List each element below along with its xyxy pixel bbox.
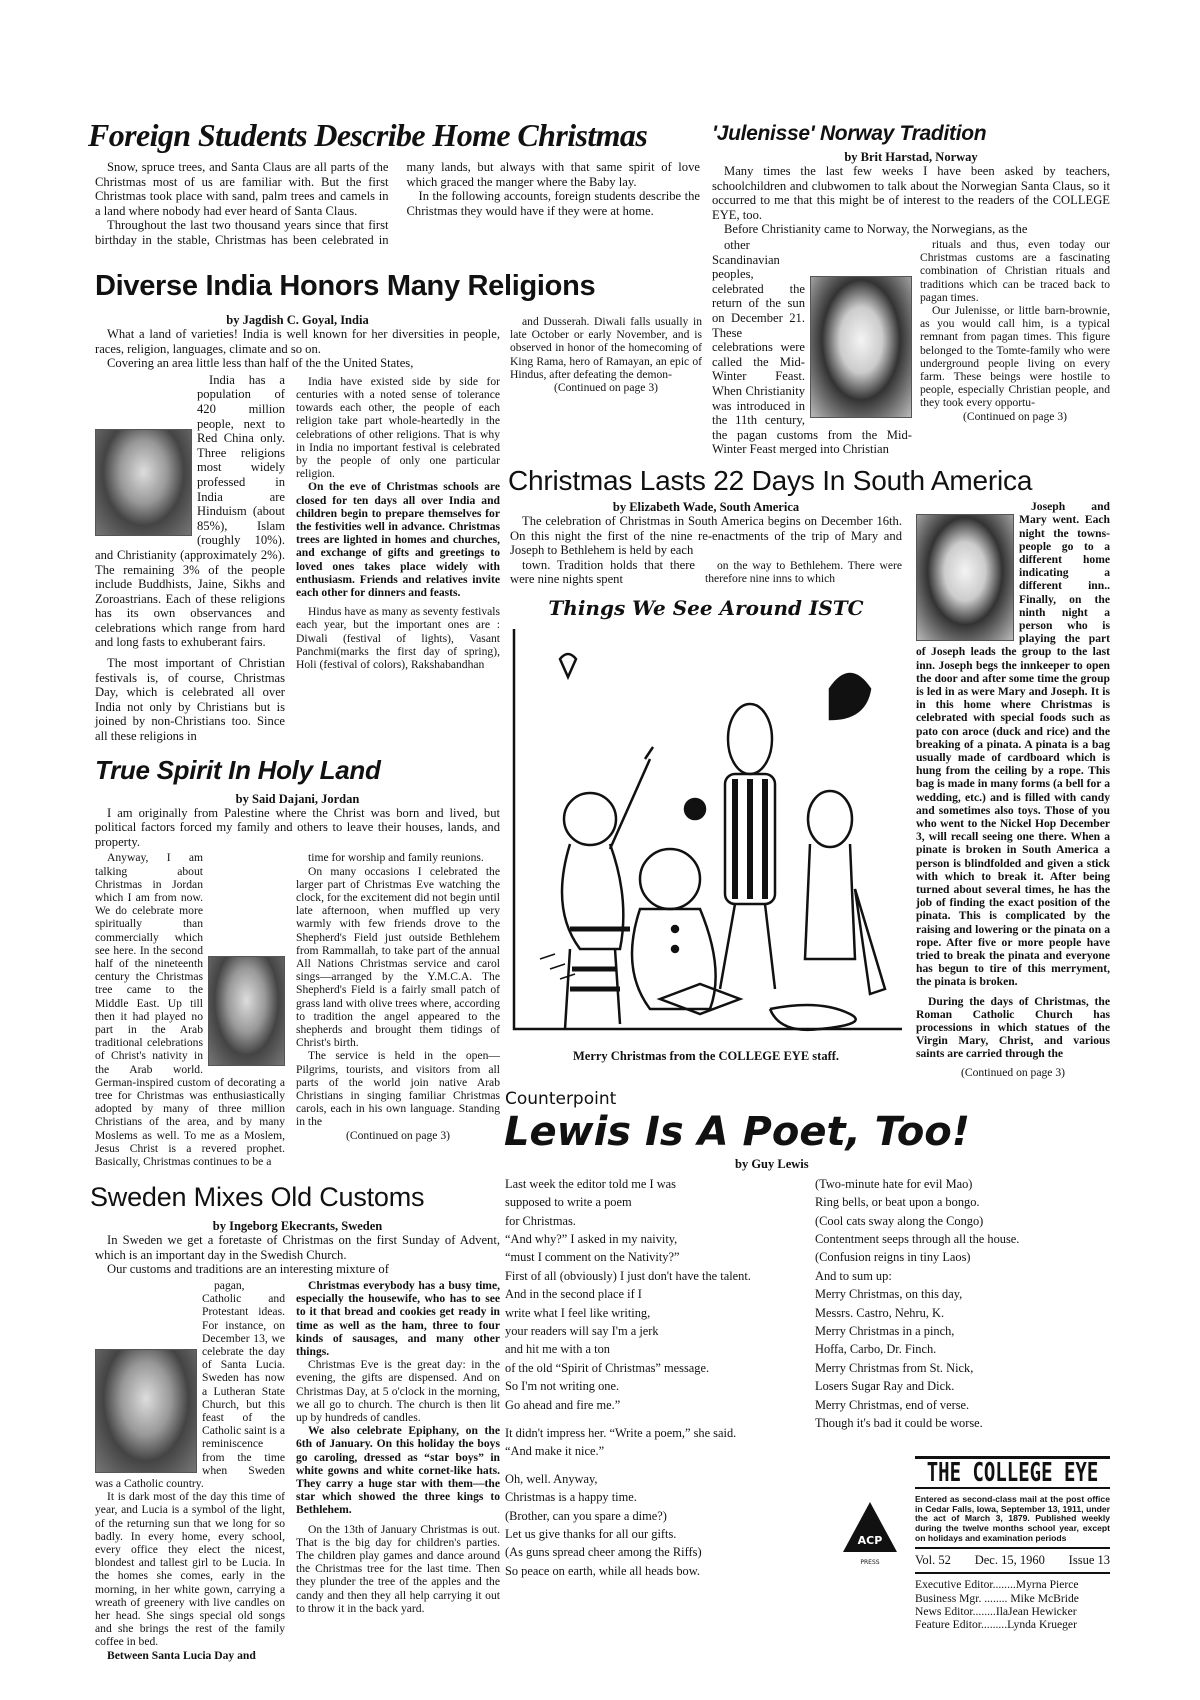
- byline-holy-land: by Said Dajani, Jordan: [235, 791, 360, 806]
- paragraph: It is dark most of the day this time of year, and Lucia is a symbol of the light, of the returning sun that we long for so badly. In every home, every school, every office they elect the nicest, blondest and tallest girl to be Lucia. In the homes she comes, early in the morning, in her white gown, carrying a wreath of greenery with live candles on her head. She sings special old songs and she brings the rest of the family coffee in bed.: [95, 1490, 285, 1649]
- paragraph: India have existed side by side for centuries with a noted sense of tolerance towards each other, the people of each religion take part whole-heartedly in the celebrations of other religions. That is why in India no important festival is celebrated by the people of only one particular religion.: [296, 374, 500, 481]
- paragraph: pagan, Catholic and Protestant ideas. For instance, on December 13, we celebrate the day of Santa Lucia. Sweden has now a Lutheran State Church, but this feast of the Catholic saint is a reminiscence from the time when Sweden was a Catholic country.: [95, 1279, 285, 1491]
- poem-col1: [505, 1177, 805, 1582]
- photo-elizabeth-wade: [916, 514, 1014, 641]
- paragraph: Many times the last few weeks I have been asked by teachers, schoolchildren and clubwomen to talk about the Norwegian Santa Claus, so it occurred to me that this might be of interest to the readers of the COLLEGE EYE, too.: [712, 164, 1110, 222]
- holy-land-col1: [95, 851, 285, 1168]
- foreign-students-intro: [95, 160, 700, 248]
- headline-sweden: Sweden Mixes Old Customs: [90, 1182, 425, 1213]
- paragraph: Executive Editor........Myrna Pierce: [915, 1578, 1079, 1592]
- volume: Vol. 52: [915, 1553, 951, 1568]
- paragraph: supposed to write a poem: [505, 1195, 632, 1210]
- holy-land-continued: (Continued on page 3): [346, 1128, 450, 1142]
- paragraph: (Cool cats sway along the Congo): [815, 1213, 984, 1228]
- south-america-left: [510, 558, 695, 587]
- ornament: [685, 799, 705, 819]
- south-america-continued: (Continued on page 3): [961, 1065, 1065, 1079]
- holy-land-col2-text: [296, 851, 500, 1128]
- paragraph: Messrs. Castro, Nehru, K.: [815, 1305, 945, 1320]
- byline-sweden: by Ingeborg Ekecrants, Sweden: [212, 1219, 383, 1234]
- paragraph: Merry Christmas from St. Nick,: [815, 1360, 974, 1375]
- paragraph: What a land of varieties! India is well known for her diversities in people, races, religion, languages, climate and so on.: [95, 327, 500, 356]
- norway-intro: [712, 164, 1110, 237]
- paragraph: other Scandinavian peoples, celebrated the return of the sun on December 21. These celebrations were called the Mid-Winter Feast. When Christianity was introduced in the 11th century, the pagan customs from the Mid-Winter Feast merged into Christian: [712, 238, 912, 457]
- paragraph: Joseph and Mary went. Each night the towns-people go to a different home indicating a different inn.. Finally, on the ninth night a person who is playing the part of Joseph leads the group to the last inn. Joseph begs the innkeeper to open the door and after some time the group is led in as were Mary and Joseph. It is in this home where Christmas is celebrated with special foods such as pato con aroce (duck and rice) and the breaking of a pinata. A pinata is a bag usually made of cardboard which is hung from the ceiling by a rope. This bag is made in many forms (a bell for a wedding, etc.) and is filled with candy and sometimes also toys. Those of you who went to the Nickel Hop December 3, will recall seeing one there. When a pinate is broken in South America a person is blindfolded and given a stick with which to break it. After being turned about several times, he has the job of finding the exact position of the pinata. This is complicated by the raising and lowering or the pinata on a rope. After five or more people have tried to break the pinata and everyone has begun to tire of this merryment, the pinata is broken.: [916, 500, 1110, 989]
- paragraph: Snow, spruce trees, and Santa Claus are all parts of the Christmas most of us are familiar with. But the first Christmas took place with sand, palm trees and camels in a land where nobody had ever heard of Santa Claus.: [95, 160, 389, 218]
- holy-land-col2: [296, 851, 500, 1141]
- paragraph: On the 13th of January Christmas is out. That is the big day for children's parties. The children play games and dance around the Christmas tree for the last time. Then they plunder the tree of the apples and the candy and then they all help carrying it out to throw it in the back yard.: [296, 1522, 500, 1615]
- norway-col1: [712, 238, 912, 457]
- paragraph: On the eve of Christmas schools are closed for ten days all over India and children begin to prepare themselves for the festivities well in advance. Christmas trees are lighted in homes and churches, and exchange of gifts and greetings to loved ones takes place widely with enthusiasm. Friends and relatives invite each other for dinners and feasts.: [296, 480, 500, 600]
- south-america-intro: [510, 514, 902, 558]
- paragraph: Merry Christmas, on this day,: [815, 1287, 963, 1302]
- paragraph: your readers will say I'm a jerk: [505, 1323, 659, 1338]
- south-america-mid: [705, 559, 902, 585]
- holy-land-intro: [95, 806, 500, 850]
- norway-continued: (Continued on page 3): [963, 409, 1067, 423]
- paragraph: And in the second place if I: [505, 1287, 642, 1302]
- cartoon-illustration: [510, 629, 902, 1039]
- svg-text:PRESS: PRESS: [860, 1559, 880, 1567]
- cartoon-figure-left: [562, 747, 653, 1029]
- byline-norway: by Brit Harstad, Norway: [844, 150, 978, 164]
- paragraph: Feature Editor.........Lynda Krueger: [915, 1618, 1077, 1632]
- paragraph: time for worship and family reunions.: [308, 851, 484, 865]
- paragraph: Christmas everybody has a busy time, especially the housewife, who has to see to it that bread and cookies get ready in time as well as the ham, three to four kinds of sausages, and many other things.: [296, 1279, 500, 1359]
- paragraph: Between Santa Lucia Day and: [107, 1648, 256, 1662]
- headline-south-america: Christmas Lasts 22 Days In South America: [508, 464, 1033, 496]
- paragraph: and hit me with a ton: [505, 1342, 610, 1357]
- cartoon-bug: [560, 654, 576, 677]
- acp-logo: [835, 1494, 905, 1569]
- paragraph: The celebration of Christmas in South America begins on December 16th. On this night the first of the nine re-enactments of the trip of Mary and Joseph to Bethlehem is held by each: [510, 514, 902, 558]
- paragraph: During the days of Christmas, the Roman Catholic Church has processions in which statues of the Virgin Mary, Christ, and various saints are carried through the: [916, 994, 1110, 1061]
- paragraph: And to sum up:: [815, 1268, 892, 1283]
- issue-date: Dec. 15, 1960: [974, 1553, 1045, 1568]
- masthead-title: THE COLLEGE EYE: [926, 1458, 1099, 1489]
- kicker-counterpoint: Counterpoint: [505, 1088, 617, 1109]
- paragraph: Merry Christmas in a pinch,: [815, 1323, 955, 1338]
- paragraph: We also celebrate Epiphany, on the 6th of January. On this holiday the boys go caroling, dressed as “star boys” in white gowns and white cornet-like hats. They carry a huge star with them—the star which showed the three kings to Bethlehem.: [296, 1424, 500, 1517]
- norway-col2-text: [920, 238, 1110, 410]
- paragraph: (Two-minute hate for evil Mao): [815, 1176, 973, 1191]
- paragraph: India has a population of 420 million people, next to Red China only. Three religions most widely professed in India are Hinduism (about 85%), Islam (roughly 10%). and Christianity (approximately 2%). The remaining 3% of the people include Buddhists, Jaine, Sikhs and Zoroastrians. Each of these religions has its own observances and celebrations which range from hard and long fasts to exhuberant fairs.: [95, 372, 285, 650]
- masthead-title-box: [915, 1456, 1110, 1489]
- paragraph: town. Tradition holds that there were nine nights spent: [510, 557, 695, 587]
- paragraph: and Dusserah. Diwali falls usually in late October or early November, and is observed in honor of the homecoming of King Rama, hero of Ramayan, an epic of Hindus, after defeating the demon-: [510, 315, 702, 381]
- paragraph: First of all (obviously) I just don't have the talent.: [505, 1268, 751, 1283]
- india-continued: (Continued on page 3): [554, 381, 658, 395]
- paragraph: So I'm not writing one.: [505, 1379, 620, 1394]
- paragraph: Merry Christmas, end of verse.: [815, 1397, 970, 1412]
- paragraph: In the following accounts, foreign students describe the Christmas they would have if they were at home.: [406, 189, 700, 218]
- photo-ingeborg-ekecrants: [95, 1349, 197, 1473]
- cartoon-title: Things We See Around ISTC: [548, 596, 864, 621]
- paragraph: Before Christianity came to Norway, the Norwegians, as the: [724, 222, 1028, 237]
- photo-said-dajani: [208, 956, 285, 1066]
- paragraph: Contentment seeps through all the house.: [815, 1232, 1020, 1246]
- byline-india: by Jagdish C. Goyal, India: [226, 313, 369, 327]
- paragraph: Let us give thanks for all our gifts.: [505, 1527, 677, 1542]
- paragraph: Christmas is a happy time.: [505, 1490, 637, 1505]
- norway-col2: [920, 238, 1110, 423]
- paragraph: (Brother, can you spare a dime?): [505, 1508, 667, 1523]
- paragraph: for Christmas.: [505, 1213, 576, 1228]
- paragraph: Oh, well. Anyway,: [505, 1471, 598, 1486]
- paragraph: Though it's bad it could be worse.: [815, 1415, 983, 1430]
- paragraph: Business Mgr. ........ Mike McBride: [915, 1591, 1079, 1605]
- paragraph: I am originally from Palestine where the Christ was born and lived, but political factors forced my family and others to leave their houses, lands, and property.: [95, 805, 500, 849]
- paragraph: Last week the editor told me I was: [505, 1176, 677, 1191]
- puddle: [770, 1005, 856, 1030]
- paragraph: Covering an area little less than half of the the United States,: [107, 356, 414, 371]
- poem-col2: [815, 1177, 1110, 1434]
- paragraph: Our customs and traditions are an interesting mixture of: [107, 1262, 389, 1277]
- photo-jagdish-goyal: [95, 429, 192, 536]
- paragraph: “must I comment on the Nativity?”: [505, 1250, 680, 1265]
- india-col3-text: [510, 315, 702, 381]
- paragraph: Our Julenisse, or little barn-brownie, as you would call him, is a typical remnant from pagan times. This figure belonged to the Tomte-family who were underground people living on every farm. These beings were hostile to people, especially Christian people, and they took every opportu-: [920, 304, 1110, 410]
- paragraph: The service is held in the open—Pilgrims, tourists, and visitors from all parts of the world join native Arab Christians in singing familiar Christmas carols, each in his own language. Standing in the: [296, 1049, 500, 1129]
- masthead-notice: Entered as second-class mail at the post office in Cedar Falls, Iowa, September 13, 1911, under the act of March 3, 1879. Published weekly during the twelve months school year, except on holidays and examination periods: [915, 1494, 1110, 1543]
- masthead-issue-line: [915, 1547, 1110, 1574]
- sweden-intro: [95, 1233, 500, 1277]
- headline-holy-land: True Spirit In Holy Land: [95, 754, 381, 785]
- headline-norway: 'Julenisse' Norway Tradition: [712, 122, 987, 145]
- sweden-col2: [296, 1279, 500, 1615]
- south-america-right: [916, 500, 1110, 1079]
- paragraph: (Confusion reigns in tiny Laos): [815, 1250, 971, 1265]
- paragraph: (As guns spread cheer among the Riffs): [505, 1545, 702, 1560]
- headline-india: Diverse India Honors Many Religions: [95, 270, 596, 302]
- paragraph: News Editor........IlaJean Hewicker: [915, 1605, 1077, 1619]
- paragraph: on the way to Bethlehem. There were therefore nine inns to which: [705, 558, 902, 586]
- paragraph: Ring bells, or beat upon a bongo.: [815, 1195, 980, 1210]
- paragraph: So peace on earth, while all heads bow.: [505, 1563, 700, 1578]
- paragraph: The most important of Christian festivals is, of course, Christmas Day, which is celebrated all over India not only by Christians but is joined by non-Christians too. Since all these religions in: [95, 656, 285, 744]
- paragraph: Christmas Eve is the great day: in the evening, the gifts are dispensed. And on Christmas Day, at 5 o'clock in the morning, we all go to church. The church is then lit up by hundreds of candles.: [296, 1358, 500, 1425]
- india-col2: [296, 375, 500, 671]
- paragraph: Hoffa, Carbo, Dr. Finch.: [815, 1342, 937, 1357]
- paragraph: On many occasions I celebrated the larger part of Christmas Eve watching the clock, for the excitement did not begin until late afternoon, when muffled up very warmly with few friends drove to the Shepherd's Field just outside Bethlehem from Rammallah, to take part of the annual All Nations Christmas service and carol sings—arranged by the Y.M.C.A. The Shepherd's Field is a fairly small patch of grass land with olive trees where, according to tradition the angel appeared to the shepherds and brought them tidings of Christ's birth.: [296, 864, 500, 1050]
- india-col3: [510, 315, 702, 394]
- paragraph: Hindus have as many as seventy festivals each year, but the important ones are : Diwali (festival of lights), Vasant Panchmi(marks the first day of spring), Holi (festival of colors), Rakshabandhan: [296, 605, 500, 672]
- paragraph: write what I feel like writing,: [505, 1305, 651, 1320]
- india-intro: [95, 327, 500, 371]
- sweden-col1: [95, 1279, 285, 1662]
- photo-brit-harstad: [810, 276, 912, 418]
- paragraph: rituals and thus, even today our Christmas customs are a fascinating combination of Christian rituals and traditions which can be traced back to pagan times.: [920, 238, 1110, 304]
- byline-guy-lewis: by Guy Lewis: [735, 1156, 809, 1171]
- paragraph: of the old “Spirit of Christmas” message.: [505, 1360, 710, 1375]
- paragraph: Anyway, I am talking about Christmas in Jordan which I am from now. We do celebrate more spiritually than commercially which see here. In the second half of the nineteenth century the Christmas tree came to the Middle East. Up till then it had played no part in the Arab traditional celebrations of Christ's nativity in the Arab world. German-inspired custom of decorating a tree for Christmas was enthusiastically adopted by many of three million Christians of the area, and by many Moslems as well. To me as a Moslem, Jesus Christ is a revered prophet. Basically, Christmas continues to be a: [95, 851, 285, 1168]
- headline-lewis-poet: Lewis Is A Poet, Too!: [504, 1108, 971, 1155]
- paragraph: “And why?” I asked in my naivity,: [505, 1232, 678, 1246]
- cartoon-figure-tall: [720, 704, 775, 989]
- paragraph: In Sweden we get a foretaste of Christmas on the first Sunday of Advent, which is an important day in the Swedish Church.: [95, 1233, 500, 1262]
- headline-foreign-students: Foreign Students Describe Home Christmas: [88, 117, 648, 153]
- cartoon-caption: Merry Christmas from the COLLEGE EYE staff.: [572, 1049, 840, 1064]
- staff-list: [915, 1578, 1110, 1632]
- paragraph: Throughout the last two thousand years since that first birthday in the stable, Christmas has been celebrated in many lands, but always with that same spirit of love which graced the manger where the Baby lay.: [95, 160, 700, 247]
- byline-south-america: by Elizabeth Wade, South America: [612, 500, 800, 515]
- paragraph: It didn't impress her. “Write a poem,” she said.: [505, 1425, 737, 1440]
- paragraph: Go ahead and fire me.”: [505, 1397, 621, 1412]
- india-col1: [95, 373, 285, 744]
- acp-logo-center: ACP: [857, 1534, 883, 1548]
- paragraph: “And make it nice.”: [505, 1443, 605, 1458]
- masthead: [915, 1456, 1110, 1632]
- issue-number: Issue 13: [1068, 1553, 1110, 1568]
- paragraph: Losers Sugar Ray and Dick.: [815, 1379, 955, 1394]
- cartoon-figure-right: [805, 674, 885, 994]
